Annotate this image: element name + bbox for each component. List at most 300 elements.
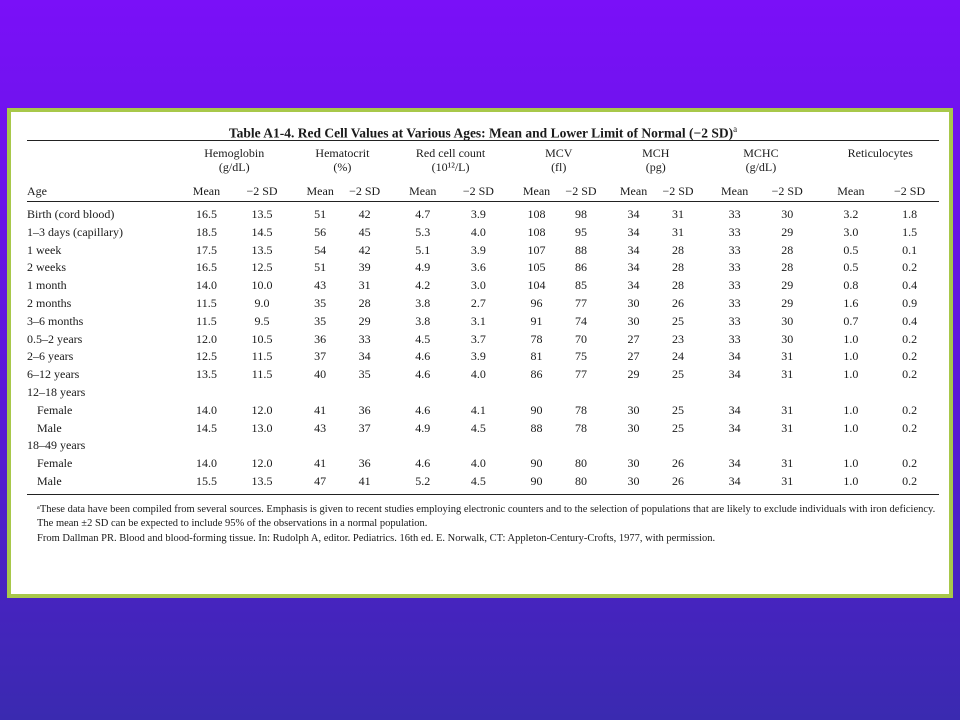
group-header — [395, 141, 506, 183]
column-gap — [603, 402, 611, 420]
mean-value: 34 — [728, 456, 741, 471]
column-gap — [387, 455, 395, 473]
column-gap — [813, 420, 821, 438]
column-gap — [603, 277, 611, 295]
group-name: Hematocrit — [315, 146, 370, 160]
column-gap — [700, 224, 708, 242]
minus-2sd-value: 11.5 — [251, 367, 273, 382]
minus-2sd-value: 31 — [672, 207, 685, 221]
minus-2sd-header: −2 SD — [559, 182, 603, 202]
minus-2sd-value: 41 — [342, 473, 387, 494]
mean-value: 41 — [314, 456, 327, 471]
minus-2sd-value — [342, 384, 387, 402]
mean-value: 4.7 — [415, 207, 431, 221]
minus-2sd-value: 3.1 — [470, 313, 486, 328]
mean-value: 51 — [314, 260, 327, 275]
column-gap — [387, 366, 395, 384]
minus-2sd-value: 29 — [358, 313, 371, 328]
table-row — [27, 224, 939, 242]
minus-2sd-value: 0.1 — [902, 242, 918, 257]
minus-2sd-header: −2 SD — [761, 182, 814, 202]
mean-value — [822, 437, 881, 455]
minus-2sd-value: 4.0 — [470, 456, 486, 471]
mean-value: 34 — [627, 278, 640, 293]
mean-value — [179, 437, 235, 455]
column-gap — [506, 366, 514, 384]
column-gap — [506, 437, 514, 455]
table-row — [27, 295, 939, 313]
column-gap — [603, 259, 611, 277]
minus-2sd-value — [559, 437, 603, 455]
column-gap — [813, 259, 821, 277]
mean-value: 34 — [627, 207, 640, 221]
mean-value — [298, 437, 342, 455]
mean-value: 12.5 — [195, 349, 217, 364]
column-gap — [813, 182, 821, 202]
minus-2sd-value — [761, 437, 814, 455]
minus-2sd-value: 74 — [574, 313, 587, 328]
minus-2sd-value: 28 — [781, 260, 794, 275]
column-gap — [813, 242, 821, 260]
minus-2sd-value: 25 — [672, 420, 685, 435]
mean-value: 43 — [314, 278, 327, 293]
mean-value: 34 — [728, 367, 741, 382]
column-gap — [813, 402, 821, 420]
mean-value: 12.0 — [195, 331, 217, 346]
column-gap — [700, 259, 708, 277]
column-gap — [813, 224, 821, 242]
table-row — [27, 277, 939, 295]
age-cell: 2 months — [27, 295, 72, 310]
mean-value: 33 — [728, 242, 741, 257]
mean-value: 33 — [728, 295, 741, 310]
minus-2sd-value: 2.7 — [470, 295, 486, 310]
column-gap — [387, 384, 395, 402]
column-gap — [603, 420, 611, 438]
table-row — [27, 384, 939, 402]
minus-2sd-value: 78 — [574, 420, 587, 435]
group-unit: (10¹²/L) — [431, 160, 470, 174]
minus-2sd-value: 0.2 — [902, 331, 918, 346]
minus-2sd-value: 0.2 — [880, 473, 939, 494]
minus-2sd-value: 28 — [781, 242, 794, 257]
mean-value: 90 — [530, 456, 543, 471]
mean-value: 40 — [314, 367, 327, 382]
age-cell: Male — [27, 473, 179, 494]
mean-value: 104 — [527, 278, 546, 293]
minus-2sd-value — [880, 437, 939, 455]
group-name: MCH — [642, 146, 670, 160]
column-gap — [813, 313, 821, 331]
column-gap — [387, 141, 395, 183]
minus-2sd-value — [451, 437, 507, 455]
mean-value — [611, 437, 655, 455]
minus-2sd-value — [234, 437, 290, 455]
mean-value: 3.0 — [843, 224, 859, 239]
column-gap — [387, 242, 395, 260]
age-cell: 0.5–2 years — [27, 331, 83, 346]
column-gap — [813, 348, 821, 366]
minus-2sd-value: 4.5 — [451, 473, 507, 494]
column-gap — [603, 455, 611, 473]
minus-2sd-value: 9.0 — [254, 295, 270, 310]
minus-2sd-value: 30 — [781, 313, 794, 328]
mean-value: 30 — [627, 313, 640, 328]
mean-value: 4.5 — [415, 331, 431, 346]
mean-value — [395, 384, 451, 402]
column-gap — [603, 384, 611, 402]
mean-value — [708, 437, 761, 455]
minus-2sd-value: 12.0 — [251, 456, 273, 471]
mean-value: 41 — [314, 402, 327, 417]
mean-value — [514, 384, 558, 402]
minus-2sd-value: 0.2 — [902, 420, 918, 435]
column-gap — [700, 348, 708, 366]
minus-2sd-value — [559, 384, 603, 402]
column-gap — [290, 295, 298, 313]
table-row — [27, 331, 939, 349]
column-gap — [290, 313, 298, 331]
minus-2sd-value: 10.0 — [251, 278, 273, 293]
age-cell: 1–3 days (capillary) — [27, 224, 123, 239]
column-gap — [700, 242, 708, 260]
mean-value: 81 — [530, 349, 543, 364]
minus-2sd-value: 31 — [781, 402, 794, 417]
column-gap — [603, 141, 611, 183]
minus-2sd-value — [656, 384, 700, 402]
minus-2sd-value: 25 — [672, 367, 685, 382]
mean-value: 33 — [728, 224, 741, 239]
mean-value: 30 — [627, 420, 640, 435]
mean-value: 14.0 — [195, 456, 217, 471]
column-gap — [290, 202, 298, 224]
minus-2sd-header: −2 SD — [234, 182, 290, 202]
column-gap — [387, 331, 395, 349]
minus-2sd-value: 28 — [672, 260, 685, 275]
minus-2sd-value: 35 — [358, 367, 371, 382]
mean-value: 0.8 — [843, 278, 859, 293]
mean-value: 108 — [527, 224, 546, 239]
column-gap — [700, 295, 708, 313]
mean-value: 88 — [530, 420, 543, 435]
group-name: Red cell count — [415, 146, 486, 160]
mean-value: 43 — [314, 420, 327, 435]
mean-value: 54 — [314, 242, 327, 257]
mean-header: Mean — [822, 182, 881, 202]
column-gap — [506, 224, 514, 242]
minus-2sd-value: 31 — [358, 278, 371, 293]
mean-value: 33 — [728, 207, 741, 221]
group-name: Hemoglobin — [204, 146, 265, 160]
minus-2sd-value: 0.4 — [902, 278, 918, 293]
age-column-header: Age — [27, 182, 179, 202]
mean-value: 1.6 — [843, 295, 859, 310]
column-gap — [387, 224, 395, 242]
column-gap — [290, 331, 298, 349]
column-gap — [506, 348, 514, 366]
mean-value: 30 — [627, 295, 640, 310]
mean-value: 90 — [514, 473, 558, 494]
table-row — [27, 348, 939, 366]
mean-value: 4.9 — [415, 260, 431, 275]
minus-2sd-value: 1.8 — [902, 207, 918, 221]
age-cell: Birth (cord blood) — [27, 207, 115, 221]
column-gap — [387, 437, 395, 455]
minus-2sd-value: 86 — [574, 260, 587, 275]
mean-value: 3.8 — [415, 295, 431, 310]
group-header — [179, 141, 290, 183]
minus-2sd-value: 26 — [672, 295, 685, 310]
column-gap — [387, 182, 395, 202]
group-header — [611, 141, 700, 183]
age-cell: Male — [37, 420, 62, 435]
column-gap — [506, 420, 514, 438]
mean-value: 5.3 — [415, 224, 431, 239]
column-gap — [387, 402, 395, 420]
age-cell: 1 month — [27, 278, 67, 293]
table-row — [27, 473, 939, 494]
column-gap — [506, 259, 514, 277]
minus-2sd-value: 4.0 — [470, 224, 486, 239]
mean-value: 30 — [627, 456, 640, 471]
minus-2sd-value: 36 — [358, 456, 371, 471]
minus-2sd-value: 78 — [574, 402, 587, 417]
mean-value: 1.0 — [843, 402, 859, 417]
minus-2sd-value: 0.9 — [902, 295, 918, 310]
minus-2sd-value: 77 — [574, 295, 587, 310]
mean-value: 1.0 — [843, 331, 859, 346]
minus-2sd-value: 26 — [656, 473, 700, 494]
table-row — [27, 313, 939, 331]
mean-value: 0.7 — [843, 313, 859, 328]
age-cell: Female — [37, 456, 73, 471]
mean-value: 5.2 — [395, 473, 451, 494]
column-gap — [290, 366, 298, 384]
minus-2sd-value: 31 — [672, 224, 685, 239]
red-cell-values-table — [27, 140, 939, 495]
minus-2sd-value — [451, 384, 507, 402]
mean-value — [395, 437, 451, 455]
group-name: MCHC — [743, 146, 779, 160]
column-gap — [813, 331, 821, 349]
minus-2sd-value: 23 — [672, 331, 685, 346]
table-row — [27, 455, 939, 473]
minus-2sd-value: 3.6 — [470, 260, 486, 275]
mean-value: 1.0 — [843, 456, 859, 471]
age-cell: 2–6 years — [27, 349, 74, 364]
mean-value: 4.6 — [415, 349, 431, 364]
mean-value: 108 — [527, 207, 546, 221]
mean-value: 0.5 — [843, 260, 859, 275]
column-gap — [603, 224, 611, 242]
minus-2sd-value: 45 — [358, 224, 371, 239]
mean-value: 13.5 — [195, 367, 217, 382]
minus-2sd-value: 70 — [574, 331, 587, 346]
minus-2sd-value: 29 — [781, 295, 794, 310]
minus-2sd-value: 75 — [574, 349, 587, 364]
group-name: Reticulocytes — [847, 146, 913, 160]
minus-2sd-value: 13.0 — [251, 420, 273, 435]
mean-value: 33 — [728, 331, 741, 346]
mean-header: Mean — [298, 182, 342, 202]
mean-value: 91 — [530, 313, 543, 328]
mean-value: 14.0 — [195, 278, 217, 293]
minus-2sd-value: 30 — [781, 207, 794, 221]
mean-value: 107 — [527, 242, 546, 257]
minus-2sd-value: 31 — [761, 473, 814, 494]
minus-2sd-value: 25 — [672, 313, 685, 328]
column-gap — [603, 366, 611, 384]
column-gap — [506, 295, 514, 313]
column-gap — [813, 437, 821, 455]
column-gap — [603, 331, 611, 349]
mean-value: 1.0 — [822, 473, 881, 494]
mean-value — [298, 384, 342, 402]
minus-2sd-value: 3.9 — [470, 349, 486, 364]
table-row — [27, 420, 939, 438]
mean-value: 11.5 — [196, 295, 217, 310]
column-gap — [506, 182, 514, 202]
minus-2sd-value: 12.0 — [251, 402, 273, 417]
mean-value: 3.2 — [843, 207, 859, 221]
mean-value: 27 — [627, 331, 640, 346]
column-gap — [603, 182, 611, 202]
table-footnotes — [27, 503, 939, 546]
minus-2sd-value: 4.0 — [470, 367, 486, 382]
column-gap — [813, 473, 821, 494]
mean-value: 18.5 — [195, 224, 217, 239]
age-cell: 1 week — [27, 242, 62, 257]
minus-2sd-value: 1.5 — [902, 224, 918, 239]
age-cell: 6–12 years — [27, 367, 80, 382]
minus-2sd-value: 13.5 — [251, 207, 273, 221]
mean-value: 33 — [728, 260, 741, 275]
mean-value — [179, 384, 235, 402]
minus-2sd-value: 0.4 — [902, 313, 918, 328]
minus-2sd-value: 14.5 — [251, 224, 273, 239]
minus-2sd-header: −2 SD — [451, 182, 507, 202]
column-gap — [700, 455, 708, 473]
minus-2sd-value: 98 — [574, 207, 587, 221]
minus-2sd-value: 12.5 — [251, 260, 273, 275]
column-gap — [290, 242, 298, 260]
minus-2sd-value: 24 — [672, 349, 685, 364]
column-gap — [700, 141, 708, 183]
minus-2sd-value: 88 — [574, 242, 587, 257]
mean-value: 14.5 — [195, 420, 217, 435]
slide-frame — [7, 108, 953, 598]
age-cell: Female — [37, 402, 73, 417]
mean-value: 4.2 — [415, 278, 431, 293]
column-gap — [603, 295, 611, 313]
group-unit: (pg) — [645, 160, 666, 174]
column-gap — [290, 437, 298, 455]
mean-value: 47 — [298, 473, 342, 494]
header-spacer — [27, 141, 179, 183]
minus-2sd-value: 0.2 — [902, 349, 918, 364]
column-gap — [506, 384, 514, 402]
mean-value: 30 — [611, 473, 655, 494]
minus-2sd-value: 42 — [358, 242, 371, 257]
mean-value: 15.5 — [179, 473, 235, 494]
mean-header: Mean — [708, 182, 761, 202]
column-gap — [813, 202, 821, 224]
column-gap — [700, 202, 708, 224]
mean-value: 1.0 — [843, 349, 859, 364]
minus-2sd-value: 77 — [574, 367, 587, 382]
column-gap — [700, 182, 708, 202]
mean-value: 16.5 — [195, 260, 217, 275]
minus-2sd-value: 3.7 — [470, 331, 486, 346]
column-gap — [506, 313, 514, 331]
column-gap — [603, 313, 611, 331]
minus-2sd-header: −2 SD — [880, 182, 939, 202]
table-row — [27, 366, 939, 384]
group-unit: (fl) — [551, 160, 567, 174]
table-document — [27, 118, 939, 546]
minus-2sd-value: 25 — [672, 402, 685, 417]
age-cell: 12–18 years — [27, 384, 86, 399]
group-header — [708, 141, 813, 183]
mean-value: 4.6 — [415, 402, 431, 417]
minus-2sd-value: 10.5 — [251, 331, 273, 346]
mean-header: Mean — [179, 182, 235, 202]
column-gap — [290, 473, 298, 494]
minus-2sd-value — [342, 437, 387, 455]
mean-value: 14.0 — [195, 402, 217, 417]
mean-value: 4.6 — [415, 456, 431, 471]
minus-2sd-value: 29 — [781, 278, 794, 293]
column-gap — [506, 473, 514, 494]
minus-2sd-value: 85 — [574, 278, 587, 293]
mean-value: 0.5 — [843, 242, 859, 257]
mean-value: 105 — [527, 260, 546, 275]
column-gap — [813, 295, 821, 313]
column-gap — [813, 277, 821, 295]
column-gap — [290, 259, 298, 277]
table-row — [27, 402, 939, 420]
mean-value: 34 — [728, 420, 741, 435]
mean-value — [611, 384, 655, 402]
mean-value — [708, 384, 761, 402]
column-gap — [506, 202, 514, 224]
mean-value: 3.8 — [415, 313, 431, 328]
mean-value: 90 — [530, 402, 543, 417]
column-gap — [813, 141, 821, 183]
minus-2sd-value: 37 — [358, 420, 371, 435]
minus-2sd-header: −2 SD — [656, 182, 700, 202]
minus-2sd-value: 36 — [358, 402, 371, 417]
minus-2sd-value: 28 — [672, 278, 685, 293]
column-gap — [290, 182, 298, 202]
minus-2sd-value: 13.5 — [234, 473, 290, 494]
column-gap — [290, 348, 298, 366]
minus-2sd-value: 9.5 — [254, 313, 270, 328]
mean-value: 34 — [627, 242, 640, 257]
mean-value: 34 — [627, 260, 640, 275]
column-gap — [290, 402, 298, 420]
mean-value: 4.6 — [415, 367, 431, 382]
mean-value — [822, 384, 881, 402]
mean-value: 29 — [627, 367, 640, 382]
minus-2sd-value — [761, 384, 814, 402]
column-gap — [387, 348, 395, 366]
table-row — [27, 242, 939, 260]
minus-2sd-value: 3.9 — [470, 207, 486, 221]
column-gap — [290, 455, 298, 473]
minus-2sd-value: 30 — [781, 331, 794, 346]
column-gap — [700, 402, 708, 420]
